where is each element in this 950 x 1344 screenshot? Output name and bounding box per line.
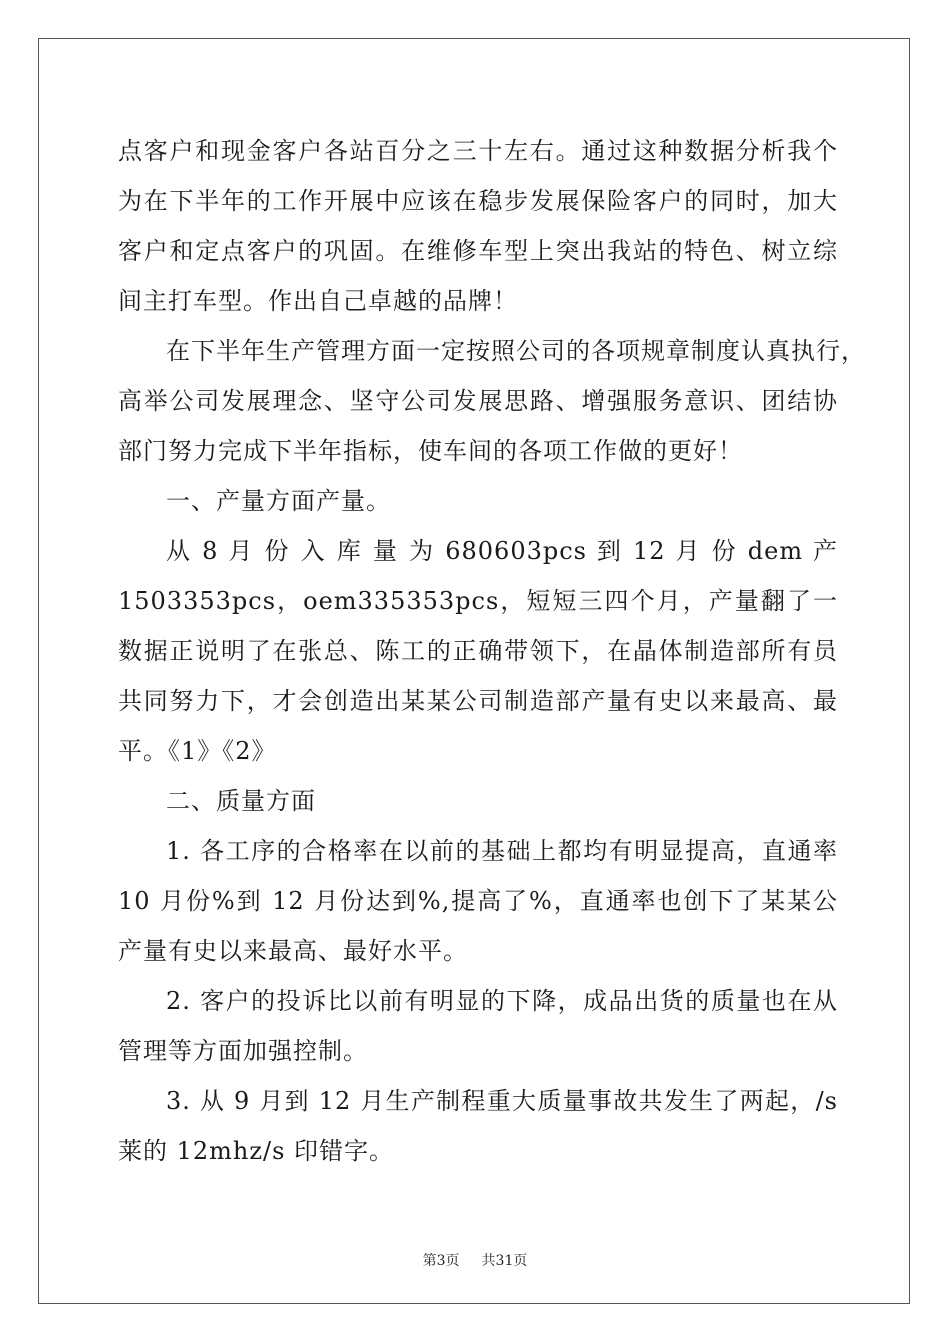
list-item: 3. 从 9 月到 12 月生产制程重大质量事故共发生了两起，/s bbox=[166, 1087, 838, 1115]
text-line: 共同努力下，才会创造出某某公司制造部产量有史以来最高、最 bbox=[118, 687, 838, 715]
text-line: 莱的 12mhz/s 印错字。 bbox=[118, 1137, 395, 1165]
page-number: 第3页 bbox=[422, 1253, 460, 1269]
text-line: 产量有史以来最高、最好水平。 bbox=[118, 937, 468, 965]
text-line: 平。《1》《2》 bbox=[118, 737, 277, 765]
text-line: 10 月份%到 12 月份达到%,提高了%，直通率也创下了某某公 bbox=[118, 887, 838, 915]
text-line: 为在下半年的工作开展中应该在稳步发展保险客户的同时，加大 bbox=[118, 187, 838, 215]
text-line: 数据正说明了在张总、陈工的正确带领下，在晶体制造部所有员 bbox=[118, 637, 838, 665]
text-line: 高举公司发展理念、坚守公司发展思路、增强服务意识、团结协 bbox=[118, 387, 838, 415]
text-line: 客户和定点客户的巩固。在维修车型上突出我站的特色、树立综 bbox=[118, 237, 838, 265]
text-line: 间主打车型。作出自己卓越的品牌！ bbox=[118, 287, 518, 315]
section-heading: 一、产量方面产量。 bbox=[166, 487, 391, 515]
page-footer bbox=[0, 1250, 950, 1270]
text-line: 管理等方面加强控制。 bbox=[118, 1037, 368, 1065]
text-line: 点客户和现金客户各站百分之三十左右。通过这种数据分析我个 bbox=[118, 137, 838, 165]
list-item: 1. 各工序的合格率在以前的基础上都均有明显提高，直通率 bbox=[166, 837, 838, 865]
page-total: 共31页 bbox=[481, 1253, 528, 1269]
text-line: 在下半年生产管理方面一定按照公司的各项规章制度认真执行， bbox=[166, 337, 866, 365]
text-line: 从 8 月 份 入 库 量 为 680603pcs 到 12 月 份 dem 产 bbox=[166, 537, 838, 565]
text-line: 部门努力完成下半年指标，使车间的各项工作做的更好！ bbox=[118, 437, 743, 465]
list-item: 2. 客户的投诉比以前有明显的下降，成品出货的质量也在从 bbox=[166, 987, 838, 1015]
section-heading: 二、质量方面 bbox=[166, 787, 316, 815]
document-body bbox=[118, 126, 866, 1176]
text-line: 1503353pcs，oem335353pcs，短短三四个月，产量翻了一 bbox=[118, 587, 838, 615]
